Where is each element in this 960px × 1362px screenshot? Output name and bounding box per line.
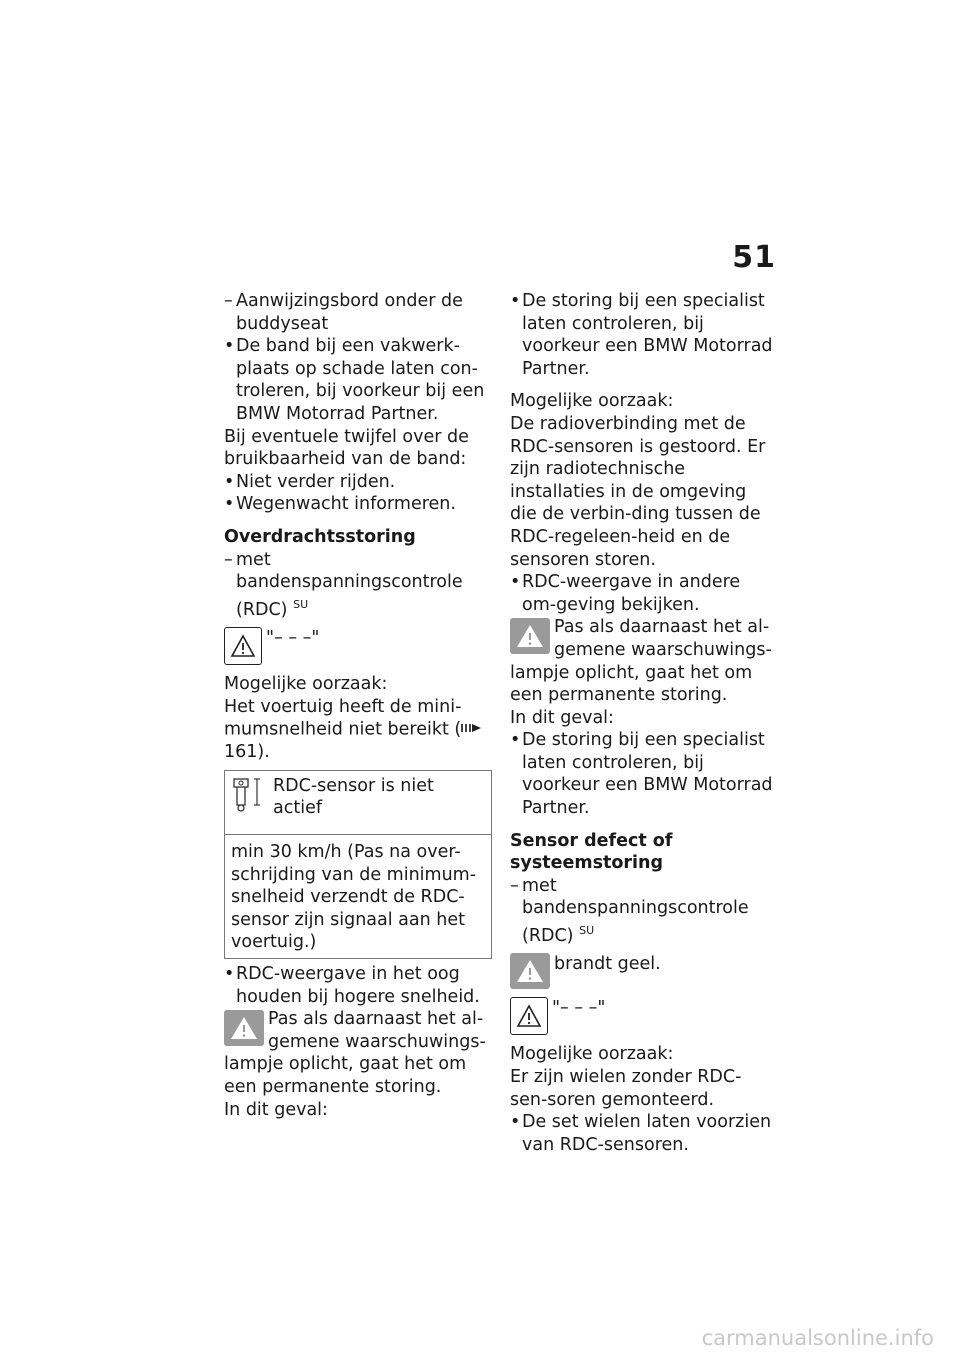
list-item-text: Niet verder rijden.	[236, 471, 396, 492]
bullet-marker: •	[224, 494, 235, 515]
list-item-text: De band bij een vakwerk-plaats op schade laten con-troleren, bij voorkeur bij een BMW Motorrad Partner.	[236, 336, 485, 424]
warning-triangle-icon	[224, 627, 262, 665]
warning-note-text: Pas als daarnaast het al-gemene waarschuwings-lampje oplicht, gaat het om een permanente storing.	[224, 1009, 486, 1097]
list-item	[510, 875, 778, 948]
list-item-text: De storing bij een specialist laten controleren, bij voorkeur een BMW Motorrad Partner.	[522, 730, 773, 819]
list-item	[224, 549, 492, 622]
section-heading: Overdrachtsstoring	[224, 526, 416, 547]
cause-text: De radioverbinding met de RDC-sensoren is gestoord. Er zijn radiotechnische installaties in de omgeving die de verbin-ding tussen de RDC-regeleen-heid en de sensoren storen.	[510, 413, 766, 570]
cause-text: Er zijn wielen zonder RDC-sen-soren gemonteerd.	[510, 1067, 742, 1110]
cause-text	[224, 696, 492, 764]
info-box	[224, 770, 492, 959]
list-item-text: RDC-weergave in het oog houden bij hogere snelheid.	[236, 963, 480, 1007]
paragraph: Bij eventuele twijfel over de bruikbaarheid van de band:	[224, 426, 469, 470]
bullet-marker: •	[510, 291, 521, 311]
list-item-text: Aanwijzingsbord onder de buddyseat	[236, 291, 463, 334]
dash-marker: –	[510, 875, 519, 896]
lamp-text: brandt geel.	[554, 954, 661, 975]
left-column	[224, 290, 492, 1121]
cause-label: Mogelijke oorzaak:	[510, 391, 674, 412]
display-row	[224, 627, 492, 665]
list-item	[510, 571, 778, 616]
cause-label: Mogelijke oorzaak:	[510, 1044, 674, 1065]
display-text: "– – –"	[552, 998, 606, 1019]
list-item	[510, 1111, 778, 1156]
warning-triangle-icon	[510, 997, 548, 1035]
display-text: "– – –"	[266, 628, 320, 649]
dash-marker: –	[224, 549, 233, 570]
right-column	[510, 290, 778, 1156]
warning-note	[510, 616, 778, 706]
section-heading: Sensor defect of systeemstoring	[510, 830, 673, 874]
list-item	[224, 493, 492, 516]
warning-lamp-icon	[510, 618, 550, 654]
page-reference-icon	[461, 718, 483, 741]
bullet-marker: •	[224, 336, 235, 357]
watermark: carmanualsonline.info	[701, 1326, 934, 1350]
page-reference: 161).	[224, 742, 270, 763]
list-item	[510, 290, 778, 380]
box-text: min 30 km/h (Pas na over-schrijding van de minimum-snelheid verzendt de RDC-sensor zijn signaal aan het voertuig.)	[231, 842, 477, 953]
cause-text-body: Het voertuig heeft de mini-mumsnelheid niet bereikt (	[224, 696, 462, 740]
list-item	[224, 471, 492, 494]
warning-note	[224, 1008, 492, 1098]
box-title: RDC-sensor is niet actief	[273, 775, 434, 819]
list-item-text: De storing bij een specialist laten controleren, bij voorkeur een BMW Motorrad Partner.	[522, 291, 773, 379]
warning-lamp-icon	[224, 1010, 264, 1046]
paragraph: In dit geval:	[224, 1099, 328, 1120]
bullet-marker: •	[510, 1112, 521, 1133]
lamp-row	[510, 953, 778, 989]
superscript: SU	[579, 924, 595, 938]
warning-lamp-icon	[510, 953, 550, 989]
list-item-text: met bandenspanningscontrole (RDC)	[236, 549, 463, 620]
list-item-text: met bandenspanningscontrole (RDC)	[522, 875, 749, 946]
list-item	[224, 963, 492, 1008]
superscript: SU	[293, 597, 309, 611]
paragraph: In dit geval:	[510, 707, 614, 728]
bullet-marker: •	[510, 730, 521, 751]
list-item-text: De set wielen laten voorzien van RDC-sensoren.	[522, 1112, 772, 1155]
list-item	[510, 729, 778, 819]
page-number: 51	[732, 240, 776, 275]
dash-marker: –	[224, 291, 233, 311]
cause-label: Mogelijke oorzaak:	[224, 674, 388, 695]
bullet-marker: •	[224, 963, 235, 984]
display-row	[510, 997, 778, 1035]
list-item-text: Wegenwacht informeren.	[236, 494, 456, 515]
tire-sensor-icon	[231, 775, 265, 813]
bullet-marker: •	[510, 572, 521, 593]
warning-note-text: Pas als daarnaast het al-gemene waarschuwings-lampje oplicht, gaat het om een permanente storing.	[510, 617, 772, 706]
list-item-text: RDC-weergave in andere om-geving bekijken.	[522, 572, 741, 615]
bullet-marker: •	[224, 471, 235, 492]
list-item	[224, 290, 492, 335]
list-item	[224, 335, 492, 425]
